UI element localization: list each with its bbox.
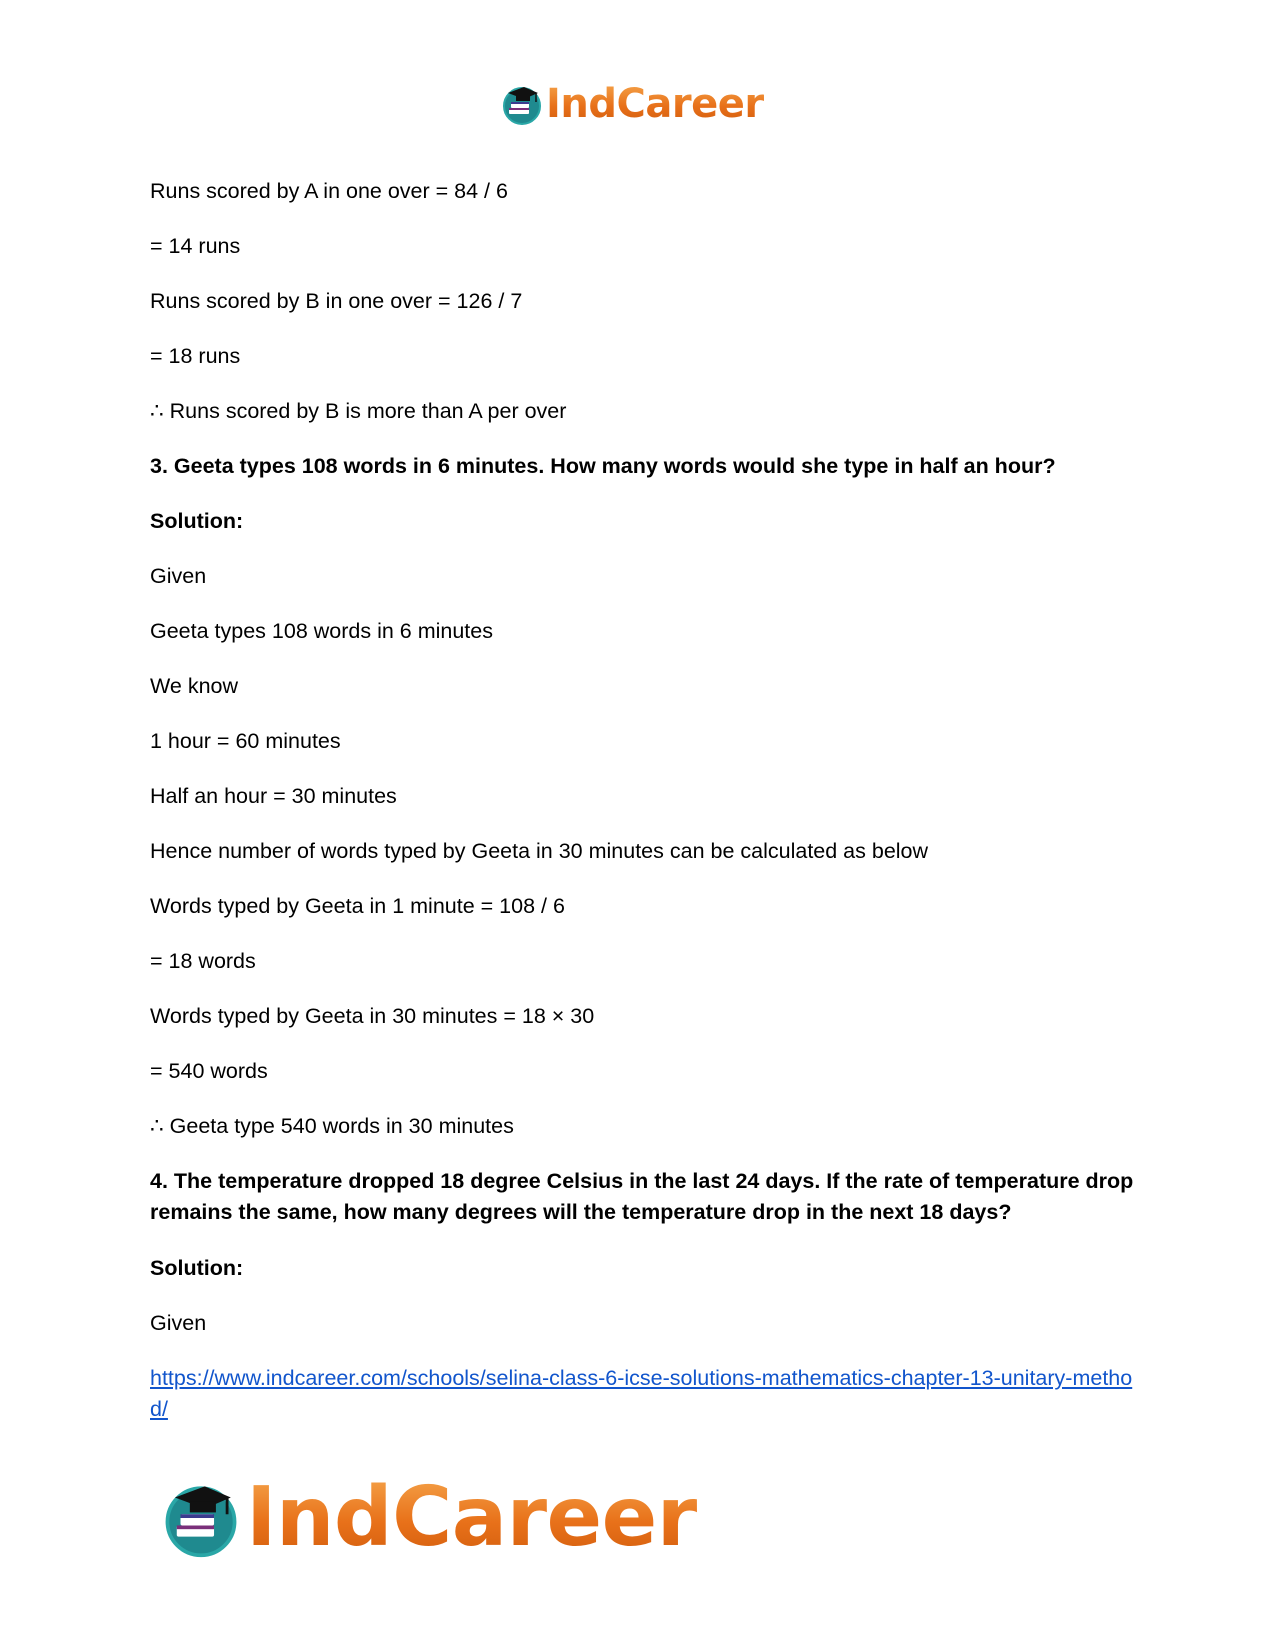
text-line: Given xyxy=(150,564,207,588)
text-line: Runs scored by B in one over = 126 / 7 xyxy=(150,289,523,313)
logo-wordmark: IndCareer xyxy=(246,1470,697,1565)
logo-wordmark: IndCareer xyxy=(546,81,764,127)
text-line: Half an hour = 30 minutes xyxy=(150,784,397,808)
text-line: Runs scored by A in one over = 84 / 6 xyxy=(150,179,508,203)
text-line: 1 hour = 60 minutes xyxy=(150,729,341,753)
text-line: Hence number of words typed by Geeta in 30 minutes can be calculated as below xyxy=(150,839,929,863)
text-line: We know xyxy=(150,674,239,698)
graduation-globe-icon xyxy=(160,1477,242,1559)
graduation-globe-icon xyxy=(500,82,544,126)
footer-logo xyxy=(160,1468,697,1568)
question-heading: Solution: xyxy=(150,509,244,533)
question-heading: 4. The temperature dropped 18 degree Celsius in the last 24 days. If the rate of temperature drop remains the same, how many degrees will the temperature drop in the next 18 days? xyxy=(150,1169,1134,1224)
source-link[interactable]: https://www.indcareer.com/schools/selina-class-6-icse-solutions-mathematics-chapter-13-unitary-method/ xyxy=(150,1366,1133,1421)
question-heading: 3. Geeta types 108 words in 6 minutes. How many words would she type in half an hour? xyxy=(150,454,1056,478)
text-line: ∴ Runs scored by B is more than A per over xyxy=(150,399,567,423)
text-line: Geeta types 108 words in 6 minutes xyxy=(150,619,493,643)
text-line: ∴ Geeta type 540 words in 30 minutes xyxy=(150,1114,514,1138)
text-line: = 14 runs xyxy=(150,234,241,258)
text-line: = 18 words xyxy=(150,949,256,973)
document-body xyxy=(150,176,1140,1425)
text-line: = 540 words xyxy=(150,1059,268,1083)
text-line: Given xyxy=(150,1311,207,1335)
text-line: = 18 runs xyxy=(150,344,241,368)
text-line: Words typed by Geeta in 1 minute = 108 / 6 xyxy=(150,894,565,918)
text-line: Words typed by Geeta in 30 minutes = 18 × 30 xyxy=(150,1004,595,1028)
header-logo xyxy=(500,80,764,128)
question-heading: Solution: xyxy=(150,1256,244,1280)
